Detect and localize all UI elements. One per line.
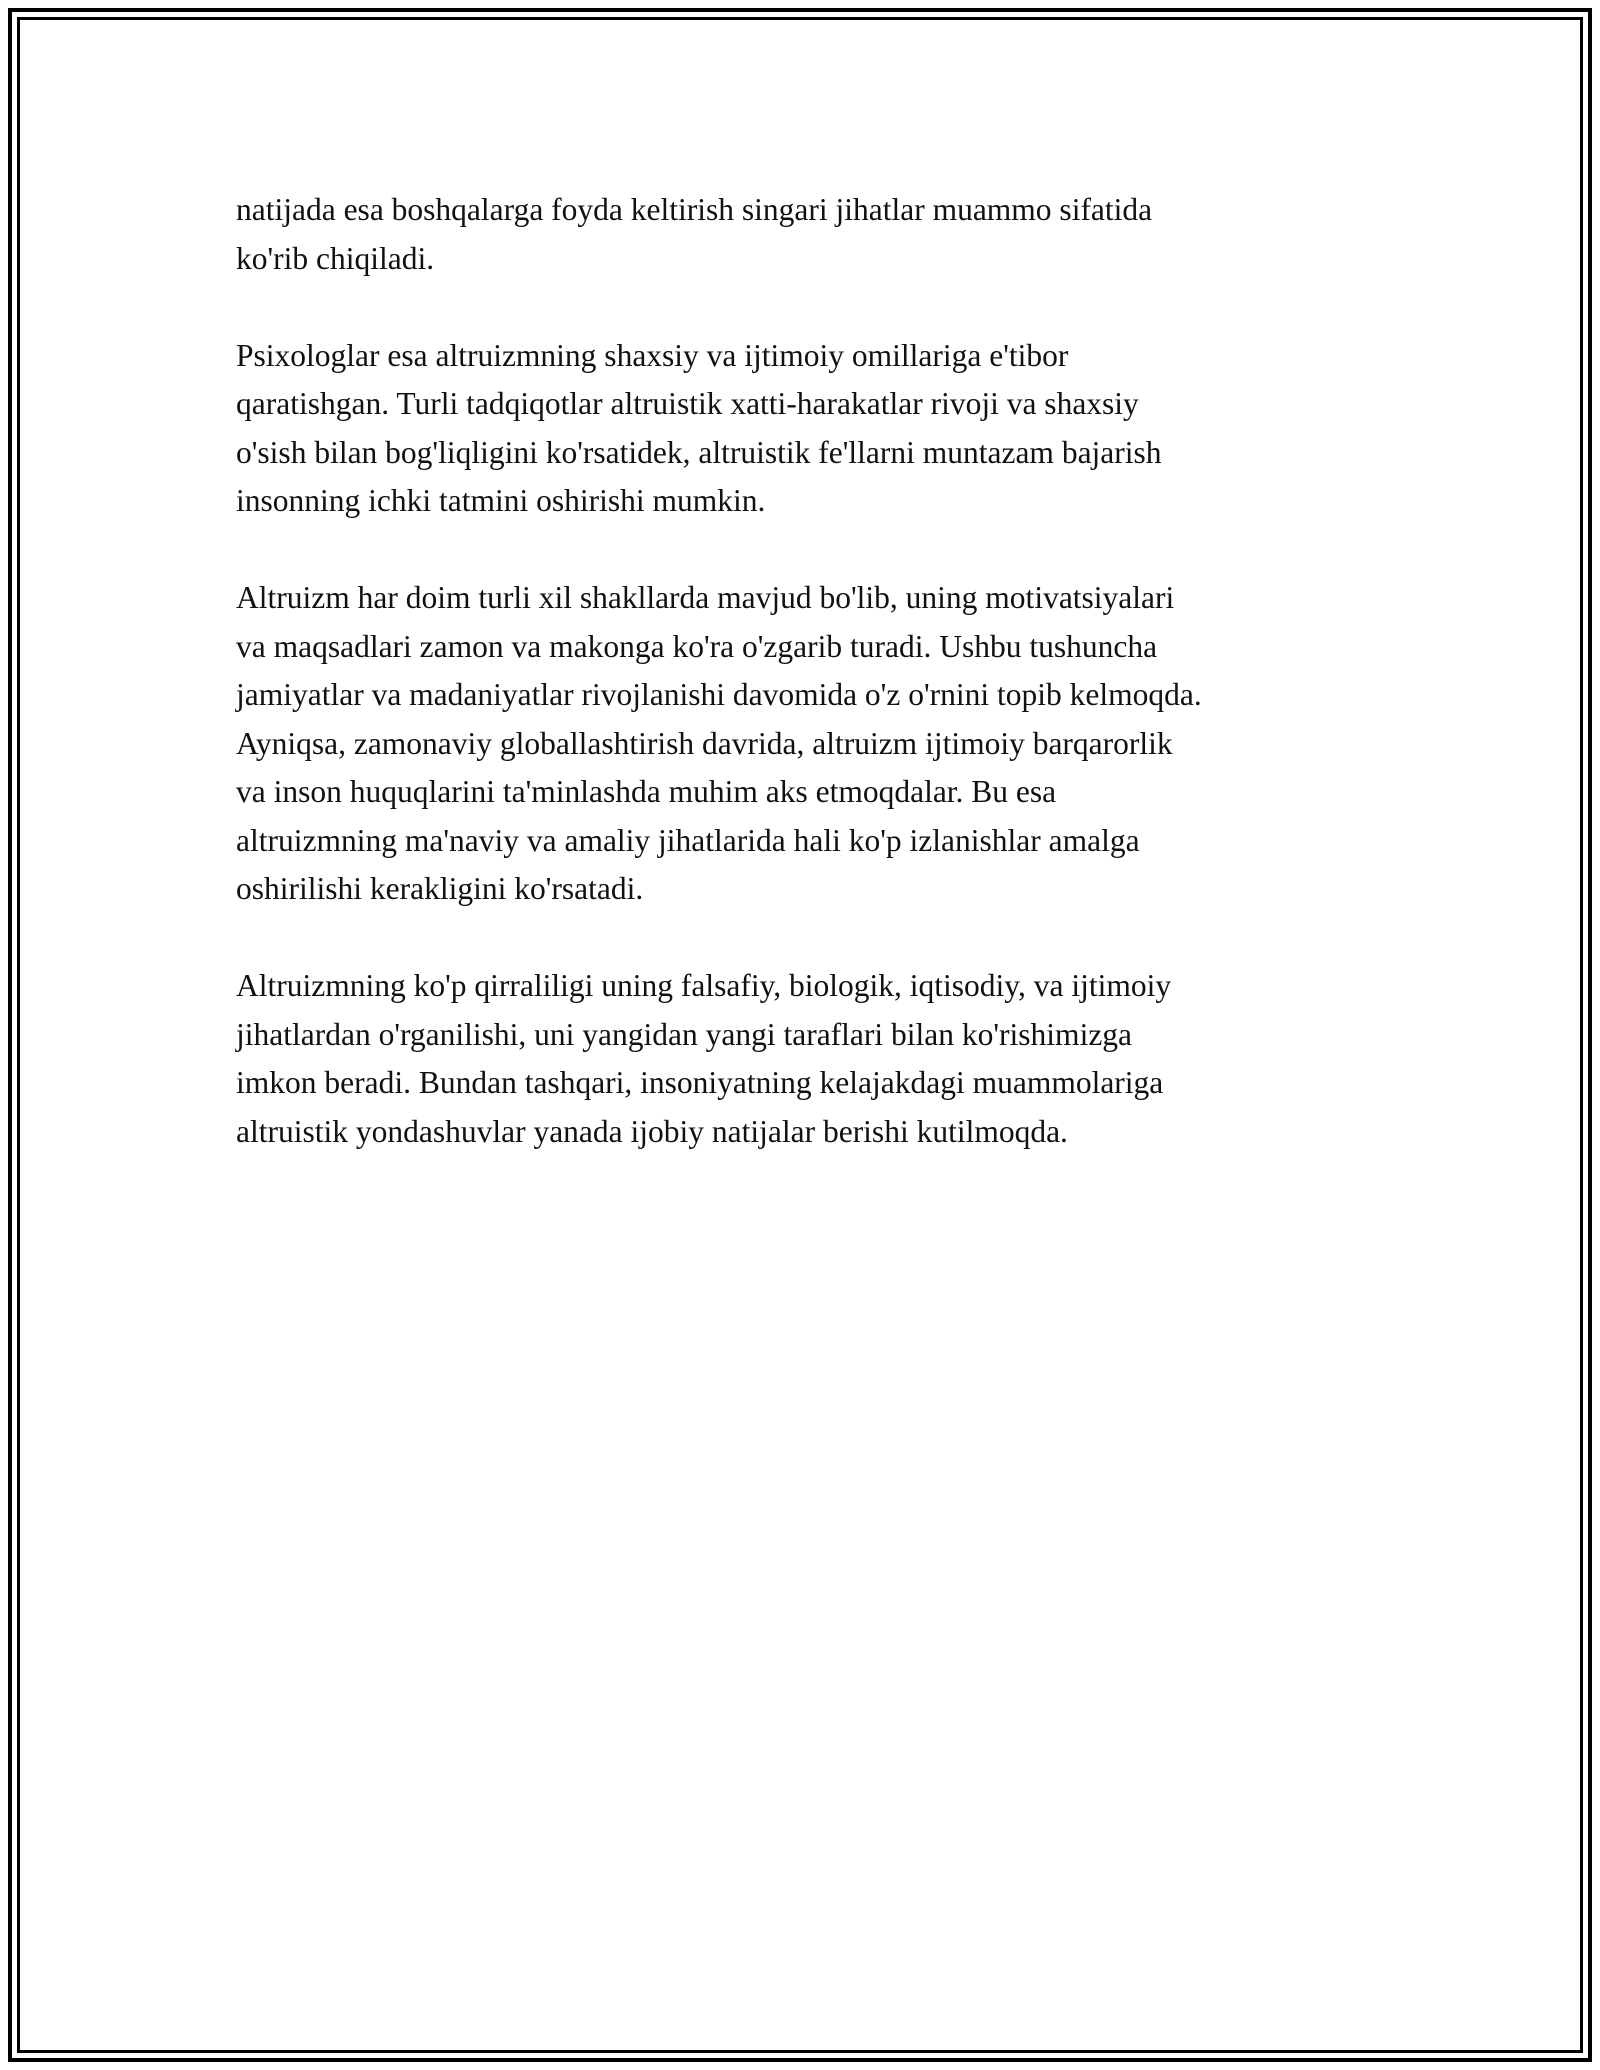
text-line: altruizmning ma'naviy va amaliy jihatlarida hali ko'p izlanishlar amalga [236, 822, 1140, 858]
paragraph-2 [236, 332, 1366, 526]
text-line: jamiyatlar va madaniyatlar rivojlanishi davomida o'z o'rnini topib kelmoqda. [236, 677, 1202, 712]
text-line: natijada esa boshqalarga foyda keltirish singari jihatlar muammo sifatida [236, 192, 1153, 227]
text-line: va maqsadlari zamon va makonga ko'ra o'zgarib turadi. Ushbu tushuncha [236, 628, 1158, 664]
text-line: imkon beradi. Bundan tashqari, insoniyatning kelajakdagi muammolariga [236, 1065, 1164, 1100]
text-line: ko'rib chiqiladi. [236, 240, 435, 276]
text-line: Altruizmning ko'p qirraliligi uning falsafiy, biologik, iqtisodiy, va ijtimoiy [236, 968, 1172, 1003]
text-line: va inson huquqlarini ta'minlashda muhim aks etmoqdalar. Bu esa [236, 774, 1057, 809]
text-line: Psixologlar esa altruizmning shaxsiy va ijtimoiy omillariga e'tibor [236, 337, 1069, 373]
text-line: qaratishgan. Turli tadqiqotlar altruistik xatti-harakatlar rivoji va shaxsiy [236, 386, 1139, 421]
text-line: insonning ichki tatmini oshirishi mumkin. [236, 483, 766, 518]
text-line: Altruizm har doim turli xil shakllarda mavjud bo'lib, uning motivatsiyalari [236, 580, 1175, 615]
text-line: altruistik yondashuvlar yanada ijobiy natijalar berishi kutilmoqda. [236, 1113, 1068, 1149]
text-line: oshirilishi kerakligini ko'rsatadi. [236, 871, 644, 906]
text-line: jihatlardan o'rganilishi, uni yangidan yangi taraflari bilan ko'rishimizga [236, 1016, 1133, 1052]
paragraph-3 [236, 574, 1366, 914]
document-body [236, 186, 1366, 1205]
text-line: Ayniqsa, zamonaviy globallashtirish davrida, altruizm ijtimoiy barqarorlik [236, 725, 1173, 761]
paragraph-1 [236, 186, 1366, 283]
paragraph-4 [236, 962, 1366, 1156]
text-line: o'sish bilan bog'liqligini ko'rsatidek, altruistik fe'llarni muntazam bajarish [236, 434, 1162, 470]
